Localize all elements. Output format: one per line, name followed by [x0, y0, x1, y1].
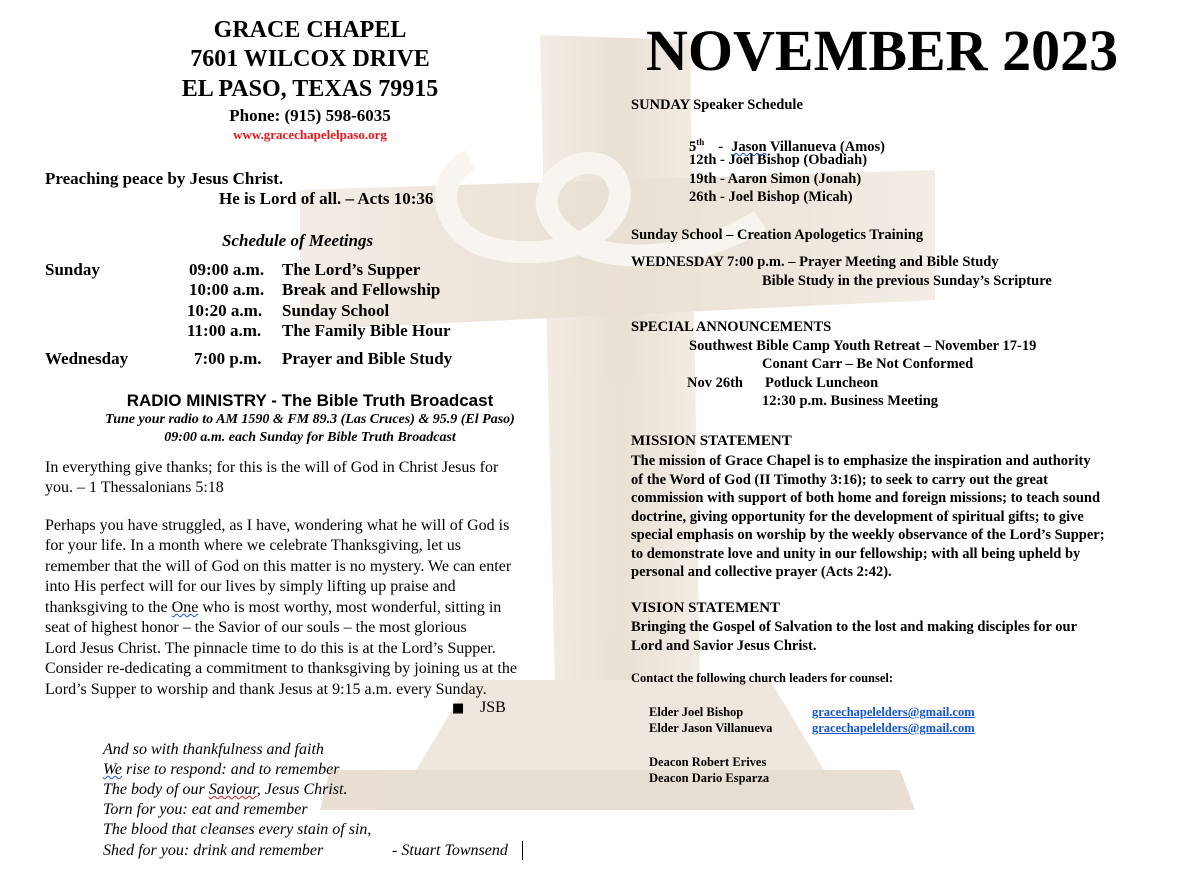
sunday-school-line: Sunday School – Creation Apologetics Training — [631, 227, 924, 243]
bullet-icon: ■ — [452, 701, 465, 716]
schedule-event: Sunday School — [282, 301, 390, 320]
mission-line: special emphasis on worship by the weekly observance of the Lord’s Supper; — [631, 527, 1105, 543]
devotional-signature: JSB — [480, 699, 506, 716]
speaker-name: Villanueva (Amos) — [766, 138, 885, 155]
church-name: GRACE CHAPEL — [213, 17, 407, 43]
announcement-line: Conant Carr – Be Not Conformed — [762, 356, 974, 372]
devotional-text: who is most worthy, most wonderful, sitting in — [198, 599, 502, 616]
elder-email-link[interactable]: gracechapelelders@gmail.com — [812, 721, 975, 735]
motto-line-1: Preaching peace by Jesus Christ. — [45, 169, 284, 188]
speaker-row: 26th - Joel Bishop (Micah) — [689, 189, 853, 205]
poem-text: rise to respond: and to remember — [121, 761, 340, 778]
church-city: EL PASO, TEXAS 79915 — [181, 76, 439, 102]
speaker-name: Jason — [731, 138, 767, 155]
schedule-event: Prayer and Bible Study — [282, 349, 453, 368]
radio-line-2: 09:00 a.m. each Sunday for Bible Truth Broadcast — [164, 430, 456, 445]
devotional-line: for your life. In a month where we celebrate Thanksgiving, let us — [45, 537, 462, 554]
church-phone: Phone: (915) 598-6035 — [229, 106, 391, 125]
vision-heading: VISION STATEMENT — [631, 600, 781, 616]
motto-line-2: He is Lord of all. – Acts 10:36 — [219, 189, 434, 208]
schedule-time: 7:00 p.m. — [194, 349, 262, 368]
announcement-line: Southwest Bible Camp Youth Retreat – November 17-19 — [689, 338, 1037, 354]
schedule-event: The Lord’s Supper — [282, 260, 421, 279]
speaker-sep: - — [718, 138, 724, 155]
wednesday-line-1: WEDNESDAY 7:00 p.m. – Prayer Meeting and Bible Study — [631, 254, 999, 270]
vision-line: Bringing the Gospel of Salvation to the lost and making disciples for our — [631, 619, 1078, 635]
deacon-name: Deacon Dario Esparza — [649, 771, 770, 785]
schedule-time: 10:00 a.m. — [189, 280, 265, 299]
deacon-name: Deacon Robert Erives — [649, 755, 767, 769]
poem-text: The body of our — [103, 781, 209, 798]
speaker-date: 5 — [689, 138, 697, 155]
schedule-event: Break and Fellowship — [282, 280, 441, 299]
contacts-intro: Contact the following church leaders for counsel: — [631, 671, 894, 685]
mission-line: doctrine, giving opportunity for the development of spiritual gifts; to give — [631, 509, 1084, 525]
verse-line-1: In everything give thanks; for this is the will of God in Christ Jesus for — [45, 459, 499, 476]
sunday-label: Sunday — [45, 260, 100, 279]
poem-text-saviour: Saviour — [208, 781, 257, 798]
radio-line-1: Tune your radio to AM 1590 & FM 89.3 (Las Cruces) & 95.9 (El Paso) — [105, 412, 515, 427]
devotional-line — [45, 598, 501, 619]
devotional-line: seat of highest honor – the Savior of our souls – the most glorious — [45, 619, 467, 636]
announcement-line: 12:30 p.m. Business Meeting — [762, 393, 939, 409]
devotional-line: Lord Jesus Christ. The pinnacle time to do this is at the Lord’s Supper. — [45, 640, 496, 657]
verse-line-2: you. – 1 Thessalonians 5:18 — [45, 479, 224, 496]
announcement-date: Nov 26th — [687, 375, 743, 391]
devotional-line: into His perfect will for our lives by simply lifting up praise and — [45, 578, 456, 595]
poem-line: The blood that cleanses every stain of sin, — [103, 821, 372, 838]
speaker-heading: SUNDAY Speaker Schedule — [631, 97, 803, 113]
poem-line: Torn for you: eat and remember — [103, 801, 308, 818]
poem-line: And so with thankfulness and faith — [103, 741, 324, 758]
schedule-event: The Family Bible Hour — [282, 321, 451, 340]
elder-email-link[interactable]: gracechapelelders@gmail.com — [812, 705, 975, 719]
poem-line — [103, 780, 347, 800]
devotional-text: thanksgiving to the — [45, 599, 172, 616]
mission-line: of the Word of God (II Timothy 3:16); to seek to carry out the great — [631, 472, 1048, 488]
vision-line: Lord and Savior Jesus Christ. — [631, 638, 817, 654]
wednesday-line-2: Bible Study in the previous Sunday’s Scripture — [762, 273, 1052, 289]
poem-text: We — [103, 761, 122, 778]
mission-line: personal and collective prayer (Acts 2:42). — [631, 564, 892, 580]
month-title: NOVEMBER 2023 — [646, 18, 1119, 83]
speaker-row: 19th - Aaron Simon (Jonah) — [689, 171, 862, 187]
speaker-row: 12th - Joel Bishop (Obadiah) — [689, 152, 868, 168]
poem-text: , Jesus Christ. — [256, 781, 348, 798]
devotional-line: Consider re-dedicating a commitment to thanksgiving by joining us at the — [45, 660, 517, 677]
mission-line: commission with support of both home and foreign missions; to teach sound — [631, 490, 1101, 506]
radio-title: RADIO MINISTRY - The Bible Truth Broadcast — [126, 391, 494, 410]
schedule-time: 10:20 a.m. — [187, 301, 263, 320]
poem-line — [103, 760, 339, 780]
wednesday-label: Wednesday — [45, 349, 129, 368]
devotional-line: Lord’s Supper to worship and thank Jesus at 9:15 a.m. every Sunday. — [45, 681, 487, 698]
church-website: www.gracechapelelpaso.org — [233, 127, 387, 142]
church-street: 7601 WILCOX DRIVE — [190, 46, 430, 72]
schedule-time: 11:00 a.m. — [187, 321, 262, 340]
mission-line: to demonstrate love and unity in our fellowship; with all being upheld by — [631, 546, 1081, 562]
poem-line: Shed for you: drink and remember — [103, 842, 324, 859]
devotional-line: remember that the will of God on this matter is no mystery. We can enter — [45, 558, 512, 575]
poem-author: - Stuart Townsend — [392, 842, 508, 859]
mission-heading: MISSION STATEMENT — [631, 433, 792, 449]
announcements-heading: SPECIAL ANNOUNCEMENTS — [631, 319, 832, 335]
text-cursor — [522, 841, 523, 860]
devotional-text-one: One — [171, 599, 199, 616]
schedule-time: 09:00 a.m. — [189, 260, 265, 279]
announcement-line: Potluck Luncheon — [765, 375, 879, 391]
mission-line: The mission of Grace Chapel is to emphasize the inspiration and authority — [631, 453, 1091, 469]
devotional-line: Perhaps you have struggled, as I have, wondering what he will of God is — [45, 517, 510, 534]
elder-name: Elder Jason Villanueva — [649, 721, 773, 735]
speaker-date-suffix: th — [696, 137, 705, 147]
schedule-title: Schedule of Meetings — [222, 231, 374, 250]
elder-name: Elder Joel Bishop — [649, 705, 744, 719]
